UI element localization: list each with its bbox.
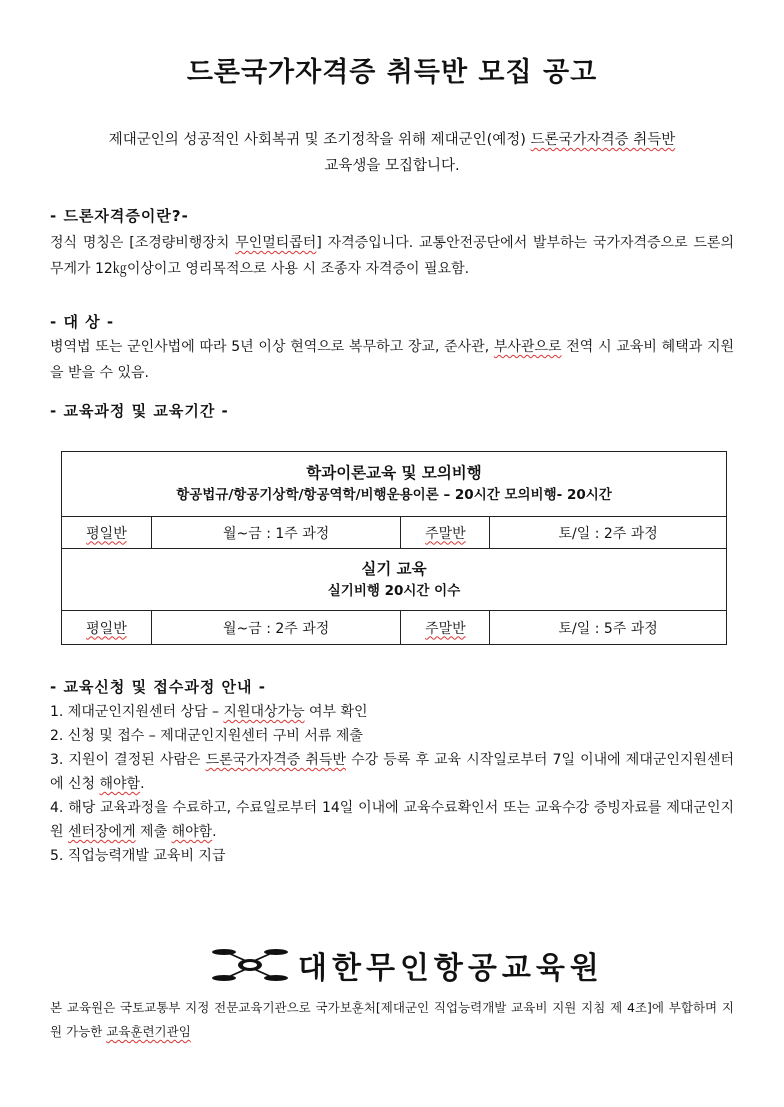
course-table [61, 451, 727, 645]
theory-weekday-value: 월~금 : 1주 과정 [151, 517, 401, 549]
theory-cell [62, 452, 727, 517]
list-item: 4. 해당 교육과정을 수료하고, 수료일로부터 14일 이내에 교육수료확인서 또는 교육수강 증빙자료를 제대군인지원 센터장에게 제출 해야함. [50, 800, 734, 840]
list-item: 1. 제대군인지원센터 상담 – 지원대상가능 여부 확인 [50, 704, 368, 720]
intro-paragraph [50, 127, 734, 179]
steps-list [50, 700, 734, 868]
target-highlight: 부사관으로 [493, 339, 562, 355]
intro-highlight: 드론국가자격증 취득반 [530, 132, 676, 148]
practice-weekday-value: 월~금 : 2주 과정 [151, 611, 401, 645]
theory-weekday-label: 평일반 [86, 525, 127, 542]
drone-icon [210, 943, 290, 987]
list-item: 3. 지원이 결정된 사람은 드론국가자격증 취득반 수강 등록 후 교육 시작일로부터 7일 이내에 제대군인지원센터에 신청 해야함. [50, 752, 734, 792]
intro-line1: 제대군인의 성공적인 사회복귀 및 조기정착을 위해 제대군인(예정) [108, 132, 531, 148]
target-body: 병역법 또는 군인사법에 따라 5년 이상 현역으로 복무하고 장교, 준사관, 부사관으로 전역 시 교육비 혜택과 지원을 받을 수 있음. [50, 339, 735, 381]
practice-subtitle: 실기비행 20시간 이수 [327, 582, 461, 599]
org-name: 대한무인항공교육원 [298, 951, 604, 986]
intro-line2: 교육생을 모집합니다. [324, 158, 460, 174]
theory-subtitle: 항공법규/항공기상학/항공역학/비행운용이론 – 20시간 모의비행- 20시간 [176, 487, 612, 503]
what-body: 정식 명칭은 [조경량비행장치 무인멀티콥터] 자격증입니다. 교통안전공단에서 발부하는 국가자격증으로 드론의 무게가 12㎏이상이고 영리목적으로 사용 시 조종자 자격증이 필요함. [50, 235, 734, 277]
what-highlight: 무인멀티콥터 [235, 235, 317, 251]
page-title: 드론국가자격증 취득반 모집 공고 [186, 57, 598, 88]
list-item: 5. 직업능력개발 교육비 지급 [50, 848, 226, 864]
practice-title: 실기 교육 [361, 559, 427, 578]
theory-weekend-label: 주말반 [425, 525, 466, 542]
theory-title: 학과이론교육 및 모의비행 [306, 464, 482, 482]
practice-weekend-value: 토/일 : 5주 과정 [490, 611, 727, 645]
footer-note: 본 교육원은 국토교통부 지정 전문교육기관으로 국가보훈처[제대군인 직업능력개발 교육비 지원 지침 제 4조]에 부합하며 지원 가능한 교육훈련기관임 [50, 1000, 734, 1039]
practice-cell [62, 549, 727, 611]
what-heading: - 드론자격증이란?- [50, 207, 189, 225]
practice-weekend-label: 주말반 [425, 620, 466, 637]
apply-heading: - 교육신청 및 접수과정 안내 - [50, 678, 266, 696]
theory-weekend-value: 토/일 : 2주 과정 [490, 517, 727, 549]
practice-weekday-label: 평일반 [86, 620, 127, 637]
course-heading: - 교육과정 및 교육기간 - [50, 402, 229, 420]
list-item: 2. 신청 및 접수 – 제대군인지원센터 구비 서류 제출 [50, 728, 363, 744]
org-logo [210, 940, 604, 990]
target-heading: - 대 상 - [50, 313, 115, 331]
